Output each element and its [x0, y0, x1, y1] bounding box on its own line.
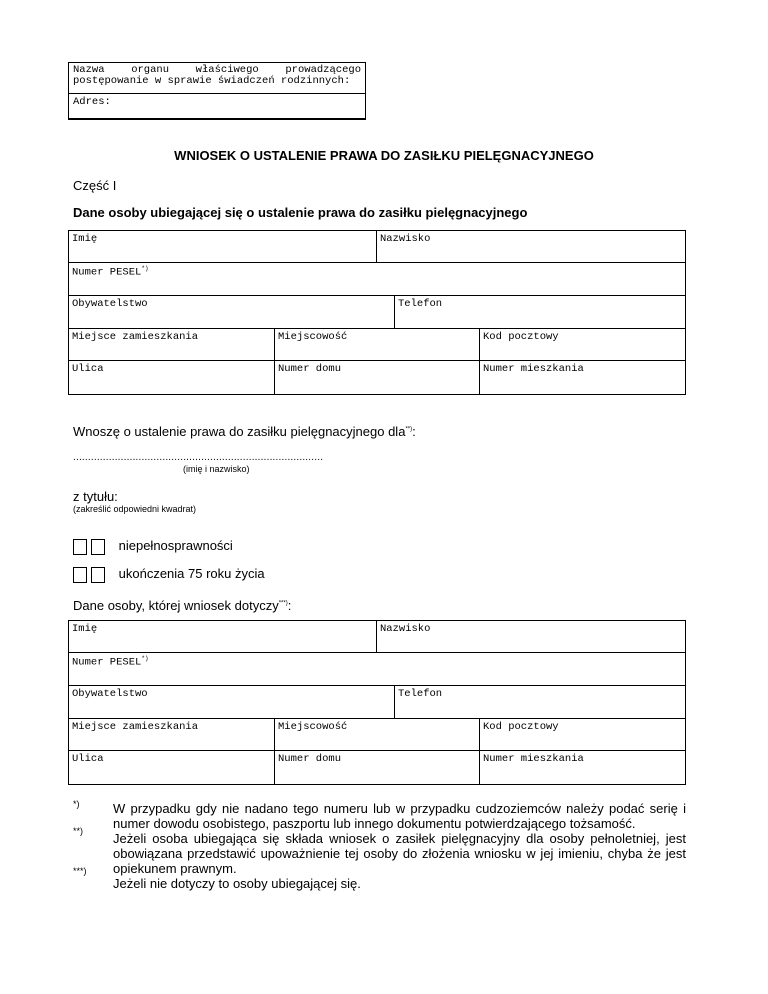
first-name-label: Imię	[72, 233, 98, 245]
citizenship-label: Obywatelstwo	[72, 298, 148, 310]
town-label: Miejscowość	[278, 331, 348, 343]
applicant-residence-label-cell	[68, 328, 275, 361]
reason-heading: z tytułu:	[73, 489, 118, 504]
footnote-marker-1: *)	[73, 799, 80, 809]
address-label: Adres:	[73, 96, 111, 108]
reason-label-disability: niepełnosprawności	[118, 538, 233, 553]
applicant-postal-code-field[interactable]	[479, 328, 686, 361]
request-footnote-marker: **)	[405, 426, 413, 433]
reason-label-age: ukończenia 75 roku życia	[118, 566, 265, 581]
checkbox-square-icon[interactable]	[91, 567, 105, 583]
subject-last-name-field[interactable]	[376, 620, 686, 653]
pesel-footnote-marker: *)	[141, 655, 149, 662]
checkbox-square-icon[interactable]	[73, 567, 87, 583]
applicant-street-field[interactable]	[68, 360, 275, 395]
footnote-marker-3: ***)	[73, 866, 87, 876]
part-label: Część I	[73, 178, 117, 193]
phone-label: Telefon	[398, 688, 443, 700]
residence-label: Miejsce zamieszkania	[72, 721, 199, 733]
subject-first-name-field[interactable]	[68, 620, 377, 653]
subject-residence-label-cell	[68, 718, 275, 751]
subject-title-text: Dane osoby, której wniosek dotyczy	[73, 598, 279, 613]
last-name-label: Nazwisko	[380, 623, 431, 635]
applicant-pesel-field[interactable]	[68, 262, 686, 296]
subject-apartment-number-field[interactable]	[479, 750, 686, 785]
apartment-number-label: Numer mieszkania	[483, 753, 584, 765]
checkbox-square-icon[interactable]	[73, 539, 87, 555]
beneficiary-name-line[interactable]: ....................................................................................	[73, 452, 324, 463]
phone-label: Telefon	[398, 298, 443, 310]
reason-option-disability[interactable]	[73, 538, 233, 555]
subject-postal-code-field[interactable]	[479, 718, 686, 751]
residence-label: Miejsce zamieszkania	[72, 331, 199, 343]
last-name-label: Nazwisko	[380, 233, 431, 245]
apartment-number-label: Numer mieszkania	[483, 363, 584, 375]
footnote-marker-2: **)	[73, 826, 84, 836]
subject-house-number-field[interactable]	[274, 750, 480, 785]
subject-section-title	[73, 598, 291, 613]
citizenship-label: Obywatelstwo	[72, 688, 148, 700]
subject-pesel-field[interactable]	[68, 652, 686, 686]
form-title: WNIOSEK O USTALENIE PRAWA DO ZASIŁKU PIELĘGNACYJNEGO	[174, 148, 594, 163]
subject-footnote-marker: ***)	[278, 600, 288, 607]
request-statement	[73, 424, 416, 439]
footnote-text-1: W przypadku gdy nie nadano tego numeru lub w przypadku cudzoziemców należy podać serię i numer dowodu osobistego, paszportu lub innego dokumentu potwierdzającego tożsamość.	[113, 801, 686, 831]
pesel-label: Numer PESEL	[72, 266, 142, 279]
postal-code-label: Kod pocztowy	[483, 331, 559, 343]
organ-name-field[interactable]	[68, 62, 366, 94]
house-number-label: Numer domu	[278, 363, 342, 375]
street-label: Ulica	[72, 753, 104, 765]
reason-option-age[interactable]	[73, 566, 265, 583]
applicant-town-field[interactable]	[274, 328, 480, 361]
applicant-first-name-field[interactable]	[68, 230, 377, 263]
checkbox-square-icon[interactable]	[91, 539, 105, 555]
applicant-citizenship-field[interactable]	[68, 295, 395, 329]
subject-citizenship-field[interactable]	[68, 685, 395, 719]
applicant-last-name-field[interactable]	[376, 230, 686, 263]
reason-hint: (zakreślić odpowiedni kwadrat)	[73, 504, 197, 514]
first-name-label: Imię	[72, 623, 98, 635]
request-suffix: :	[412, 424, 416, 439]
town-label: Miejscowość	[278, 721, 348, 733]
footnote-text-3: Jeżeli nie dotyczy to osoby ubiegającej się.	[113, 876, 361, 891]
applicant-apartment-number-field[interactable]	[479, 360, 686, 395]
pesel-footnote-marker: *)	[141, 265, 149, 272]
applicant-phone-field[interactable]	[394, 295, 686, 329]
postal-code-label: Kod pocztowy	[483, 721, 559, 733]
house-number-label: Numer domu	[278, 753, 342, 765]
street-label: Ulica	[72, 363, 104, 375]
subject-suffix: :	[287, 598, 292, 613]
pesel-label: Numer PESEL	[72, 656, 142, 669]
subject-town-field[interactable]	[274, 718, 480, 751]
footnote-text-2: Jeżeli osoba ubiegająca się składa wniosek o zasiłek pielęgnacyjny dla osoby pełnoletniej, jest obowiązana przedstawić upoważnienie tej osoby do złożenia wniosku w jej imieniu, chyba że jest opiekunem prawnym.	[113, 831, 686, 876]
applicant-section-title: Dane osoby ubiegającej się o ustalenie prawa do zasiłku pielęgnacyjnego	[73, 205, 528, 220]
address-field[interactable]	[68, 93, 366, 120]
subject-street-field[interactable]	[68, 750, 275, 785]
beneficiary-name-caption: (imię i nazwisko)	[183, 464, 250, 474]
subject-phone-field[interactable]	[394, 685, 686, 719]
organ-name-label: Nazwa organu właściwego prowadzącego postępowanie w sprawie świadczeń rodzinnych:	[73, 64, 361, 87]
applicant-house-number-field[interactable]	[274, 360, 480, 395]
request-text: Wnoszę o ustalenie prawa do zasiłku pielęgnacyjnego dla	[73, 424, 406, 439]
